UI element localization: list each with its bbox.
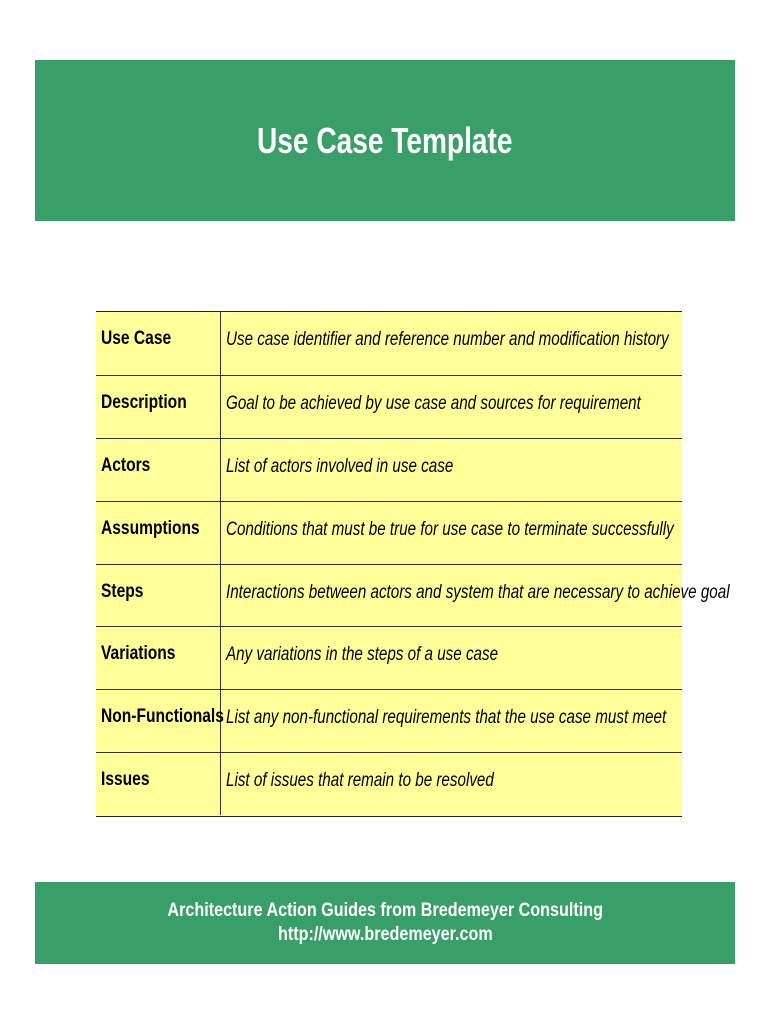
row-description: Conditions that must be true for use case to terminate successfully — [226, 518, 674, 540]
column-divider — [220, 627, 221, 689]
table-row — [96, 375, 682, 438]
table-row — [96, 501, 682, 564]
table-row — [96, 564, 730, 627]
row-label: Variations — [101, 643, 176, 665]
table-row — [96, 626, 682, 689]
footer-banner — [35, 882, 735, 964]
title-banner — [35, 60, 735, 221]
row-label: Use Case — [101, 328, 172, 349]
column-divider — [220, 565, 221, 627]
footer-credit: Architecture Action Guides from Bredemeyer Consulting — [167, 900, 603, 921]
table-row — [96, 312, 682, 375]
row-label: Description — [101, 391, 187, 413]
row-label: Actors — [101, 454, 151, 476]
column-divider — [220, 312, 221, 375]
row-description: Use case identifier and reference number and modification history — [226, 329, 669, 350]
row-description: Any variations in the steps of a use case — [226, 644, 499, 666]
page-title: Use Case Template — [257, 119, 513, 161]
row-description: Interactions between actors and system that are necessary to achieve goal — [226, 581, 730, 603]
column-divider — [220, 376, 221, 438]
row-description: Goal to be achieved by use case and sources for requirement — [226, 392, 641, 414]
row-description: List any non-functional requirements that the use case must meet — [226, 707, 667, 729]
row-label: Non-Functionals — [101, 706, 224, 728]
use-case-table — [96, 311, 730, 817]
row-label: Issues — [101, 769, 150, 791]
column-divider — [220, 439, 221, 501]
row-label: Steps — [101, 580, 144, 602]
table-row — [96, 438, 682, 501]
table-row — [96, 752, 682, 815]
row-description: List of actors involved in use case — [226, 455, 454, 477]
footer-url-link[interactable]: http://www.bredemeyer.com — [277, 924, 493, 945]
row-label: Assumptions — [101, 517, 200, 539]
table-row — [96, 689, 682, 752]
column-divider — [220, 502, 221, 564]
row-description: List of issues that remain to be resolved — [226, 770, 494, 792]
column-divider — [220, 753, 221, 815]
